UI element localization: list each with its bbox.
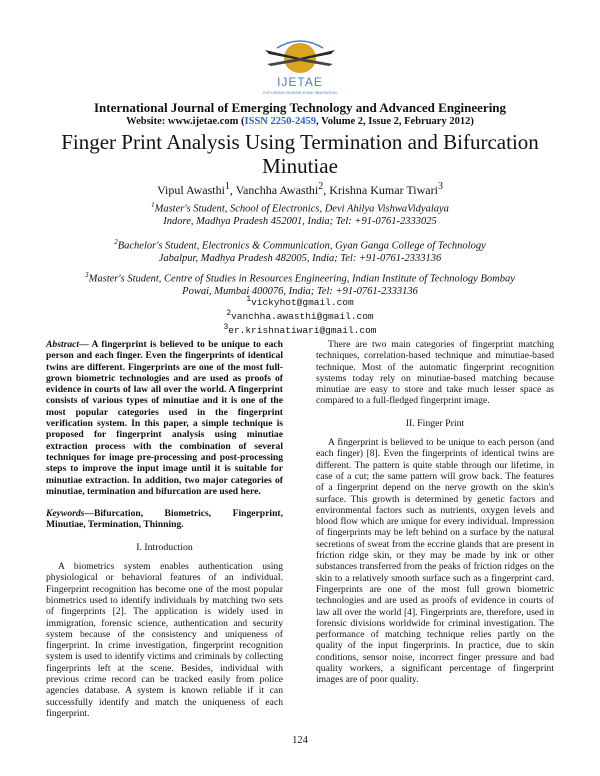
section-1-paragraph: A biometrics system enables authentication using physiological or behavioral features of an individual. Fingerprint recognition has become one of the most popular biometrics used to identify individuals by matching two sets of fingerprints [2]. The application is widely used in immigration, forensic science, authentication and security system because of the consistency and uniqueness of fingerprint. In crime investigation, fingerprint recognition system is used to identify victims and criminals by collecting fingerprints left at the scene. Besides, individual with previous crime record can be tracked easily from police agencies database. A system is known reliable if it can successfully identify and match the uniqueness of each fingerprint.	[46, 561, 283, 719]
affiliation-1: $^1$Master's Student, School of Electronics, Devi Ahilya VishwaVidyalaya Indore, Madhya Pradesh 452001, India; Tel: +91-0761-2333025	[151, 201, 449, 227]
website-suffix: , Volume 2, Issue 2, February 2012)	[316, 116, 474, 127]
section-1-heading: I. Introduction	[136, 541, 193, 553]
abstract-label: Abstract	[46, 339, 80, 350]
title-line-2: Minutiae	[262, 154, 338, 178]
author-2-sup: 2	[318, 181, 324, 192]
website-prefix: Website: www.ijetae.com (	[126, 116, 245, 127]
right-column	[316, 339, 554, 686]
right-paragraph-2: A fingerprint is believed to be unique to each person (and each finger) [8]. Even the fingerprints of identical twins are different. The pattern is quite stable through our lifetime, in case of a cut; the same pattern will grow back. The features of a fingerprint depend on the nerve growth on the skin's surface. This growth is determined by genetic factors and environmental factors such as nutrients, oxygen levels and blood flow which are unique for every individual. Impression of fingerprints may be left behind on a surface by the natural secretions of sweat from the eccrine glands that are present in friction ridge skin, or they may be made by ink or other substances transferred from the peaks of friction ridges on the skin to a relatively smooth surface such as a fingerprint card. Fingerprints are one of the most full grown biometric technologies and are used as proofs of evidence in courts of law all over the world [4]. Fingerprints are, therefore, used in forensic divisions worldwide for criminal investigation. The performance of matching technique relies partly on the quality of the input fingerprints. In practice, due to skin conditions, sensor noise, incorrect finger pressure and bad quality workers, a significant percentage of fingerprint images are of poor quality.	[316, 437, 554, 686]
author-2: , Vanchha Awasthi	[229, 183, 319, 197]
abstract-text: — A fingerprint is believed to be unique to each person and each finger. Even the fingerprints of identical twins are different. Fingerprints are one of the most full-grown biometric technologies and are used as proofs of evidence in courts of law all over the world. A fingerprint consists of various types of minutiae and it is one of the most popular categories used in the fingerprint verification system. In this paper, a simple technique is proposed for fingerprint analysis using minutiae extraction process with the combination of several techniques for image pre-processing and post-processing steps to improve the input image until it is suitable for minutiae extraction. In addition, two major categories of minutiae, termination and bifurcation are used here.	[46, 339, 283, 497]
author-1: Vipul Awasthi	[157, 183, 225, 197]
issn-link[interactable]: ISSN 2250-2459	[244, 116, 317, 127]
logo-name: IJETAE	[277, 75, 323, 89]
email-1: $^1$vickyhot@gmail.com	[246, 295, 354, 309]
author-list	[0, 181, 600, 198]
affiliation-3: $^3$Master's Student, Centre of Studies in Resources Engineering, Indian Institute of Technology Bombay Powai, Mumbai 400076, India; Tel: +91-0761-2333136	[85, 271, 515, 297]
page-number: 124	[292, 735, 308, 746]
email-2: $^2$vanchha.awasthi@gmail.com	[226, 309, 374, 323]
right-paragraph-1: There are two main categories of fingerprint matching techniques, correlation-based technique and minutiae-based technique. Most of the automatic fingerprint recognition systems today rely on minutiae-based matching because minutiae are easy to store and take much lesser space as compared to a full-fledged fingerprint image.	[316, 339, 554, 407]
author-1-sup: 1	[224, 181, 230, 192]
journal-website	[0, 116, 600, 127]
left-column	[46, 339, 283, 719]
logo-emblem-icon	[255, 36, 345, 98]
keywords	[46, 508, 283, 531]
email-3: $^3$er.krishnatiwari@gmail.com	[223, 323, 377, 337]
logo-tagline: EXPLORING RESEARCH AND INNOVATION	[263, 91, 337, 95]
section-2-heading: II. Finger Print	[405, 417, 465, 429]
abstract	[46, 339, 283, 497]
email-list	[0, 294, 600, 336]
affiliation-2: $^2$Bachelor's Student, Electronics & Communication, Gyan Ganga College of Technology Jabalpur, Madhya Pradesh 482005, India; Tel: +91-0761-2333136	[114, 238, 486, 264]
keywords-label: Keywords	[46, 508, 85, 520]
author-3: , Krishna Kumar Tiwari	[323, 183, 438, 197]
paper-title	[0, 130, 600, 178]
author-3-sup: 3	[437, 181, 443, 192]
keywords-text: —Bifurcation, Biometrics, Fingerprint, Minutiae, Termination, Thinning.	[46, 508, 283, 531]
journal-name: International Journal of Emerging Technology and Advanced Engineering	[93, 100, 507, 115]
journal-logo	[255, 36, 345, 98]
title-line-1: Finger Print Analysis Using Termination and Bifurcation	[61, 130, 539, 154]
